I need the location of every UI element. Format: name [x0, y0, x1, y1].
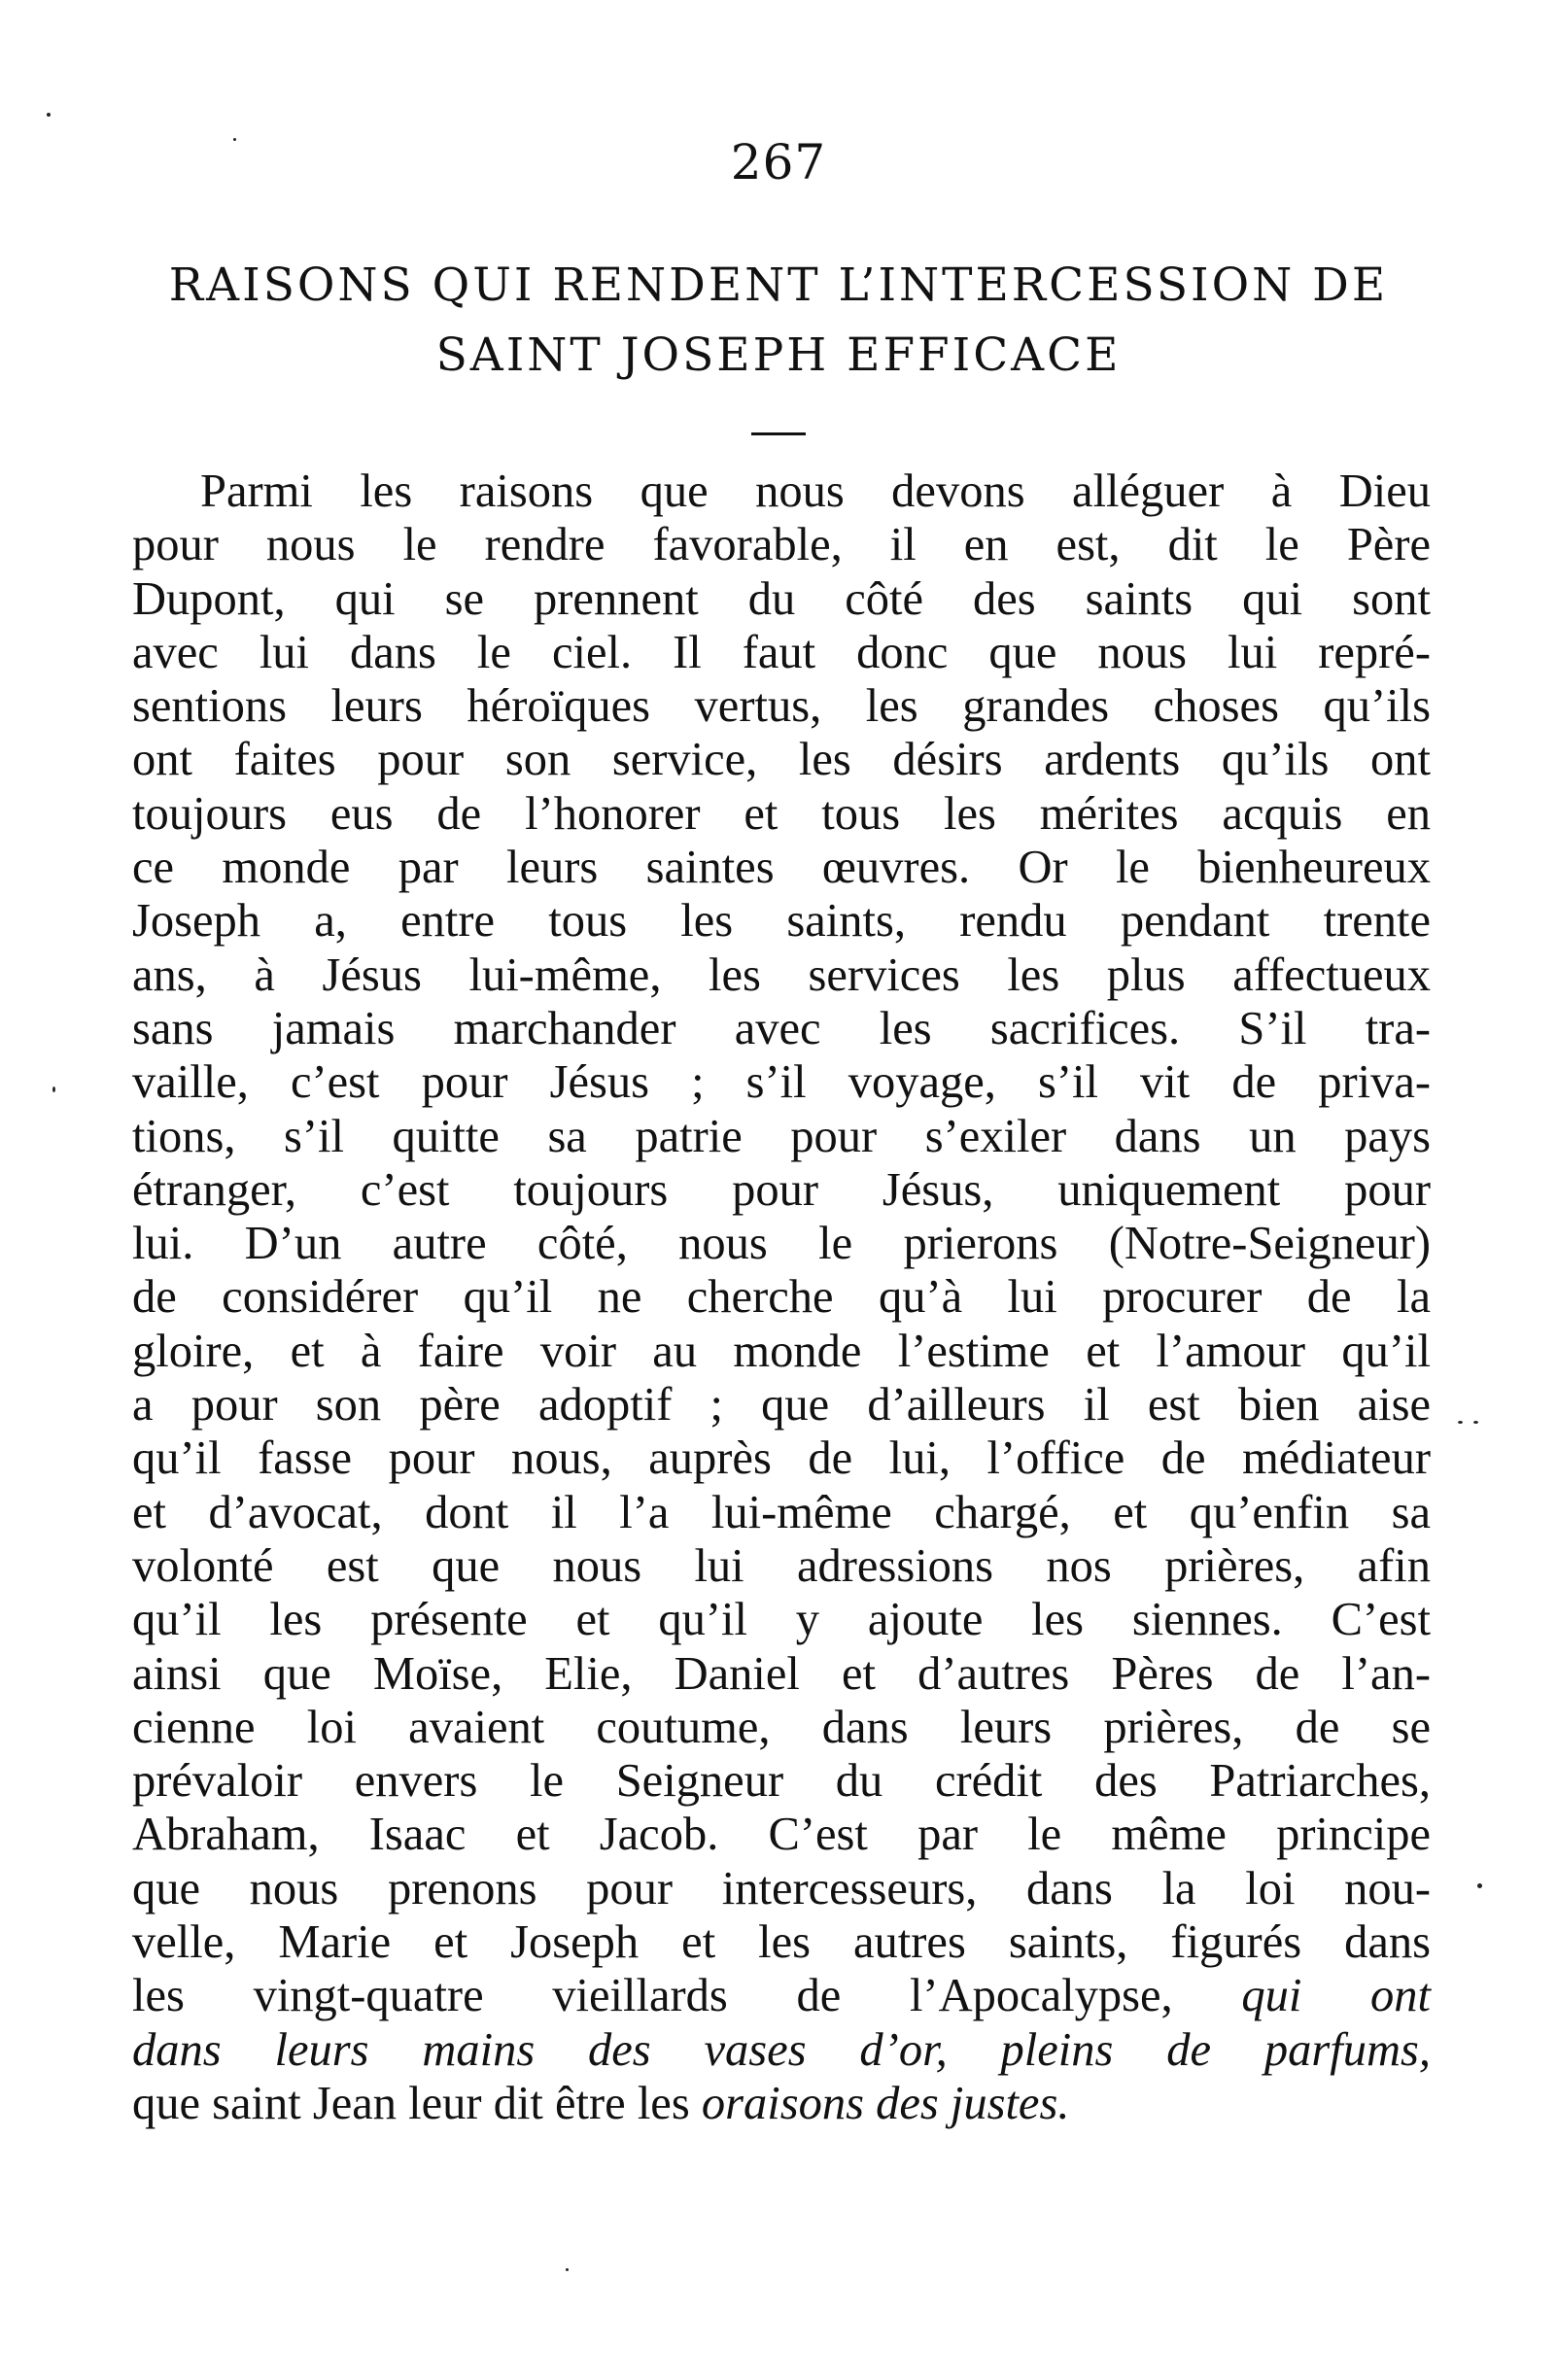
page-number: 267 — [730, 134, 827, 190]
print-speck — [1473, 1421, 1478, 1424]
text-run: vaille, c’est pour Jésus ; s’il voyage, s’il vit de priva- — [132, 1056, 1431, 1109]
text-line — [132, 787, 1431, 841]
text-line — [132, 949, 1431, 1002]
text-line — [132, 1969, 1431, 2022]
italic-text-run: oraisons des justes. — [701, 2077, 1070, 2129]
text-run: étranger, c’est toujours pour Jésus, uniquement pour — [132, 1163, 1431, 1216]
text-line — [132, 518, 1431, 571]
text-run: que nous prenons pour intercesseurs, dans la loi nou- — [132, 1862, 1431, 1914]
text-line — [132, 1270, 1431, 1324]
text-line — [132, 1754, 1431, 1808]
chapter-title — [117, 251, 1440, 391]
text-run: gloire, et à faire voir au monde l’estime et l’amour qu’il — [132, 1325, 1431, 1377]
text-line — [132, 1808, 1431, 1861]
italic-text-run: qui ont — [1241, 1970, 1431, 2022]
title-divider-rule — [751, 432, 806, 435]
text-line — [132, 1163, 1431, 1217]
text-run: lui. D’un autre côté, nous le prierons (Notre-Seigneur) — [132, 1218, 1431, 1270]
text-run: prévaloir envers le Seigneur du crédit des Patriarches, — [132, 1755, 1431, 1808]
text-line — [132, 679, 1431, 733]
text-run: a pour son père adoptif ; que d’ailleurs il est bien aise — [132, 1379, 1431, 1431]
text-run: tions, s’il quitte sa patrie pour s’exiler dans un pays — [132, 1110, 1431, 1162]
text-line — [132, 1486, 1431, 1539]
italic-text-run: dans leurs mains des vases d’or, pleins de parfums, — [132, 2023, 1431, 2076]
chapter-title-line: RAISONS QUI RENDENT L’INTERCESSION DE — [168, 259, 1389, 312]
body-paragraph — [132, 465, 1431, 2130]
text-line — [132, 2023, 1431, 2077]
text-line — [132, 465, 1431, 518]
text-run: Abraham, Isaac et Jacob. C’est par le même principe — [132, 1809, 1431, 1861]
text-run: que saint Jean leur dit être les — [132, 2077, 702, 2129]
text-run: qu’il fasse pour nous, auprès de lui, l’office de médiateur — [132, 1432, 1431, 1485]
text-run: toujours eus de l’honorer et tous les mérites acquis en — [132, 787, 1431, 840]
text-run: cienne loi avaient coutume, dans leurs prières, de se — [132, 1701, 1431, 1753]
text-line — [132, 1915, 1431, 1969]
text-run: Dupont, qui se prennent du côté des saints qui sont — [132, 572, 1431, 625]
text-line — [132, 2077, 1431, 2130]
text-line — [132, 1110, 1431, 1163]
text-line — [132, 894, 1431, 948]
text-line — [132, 1701, 1431, 1754]
chapter-title-line: SAINT JOSEPH EFFICACE — [435, 328, 1122, 382]
text-run: Joseph a, entre tous les saints, rendu pendant trente — [132, 895, 1431, 948]
print-speck — [1458, 1421, 1463, 1424]
text-run: pour nous le rendre favorable, il en est, dit le Père — [132, 519, 1431, 571]
text-run: velle, Marie et Joseph et les autres saints, figurés dans — [132, 1916, 1431, 1969]
text-line — [132, 1002, 1431, 1055]
text-run: de considérer qu’il ne cherche qu’à lui procurer de la — [132, 1271, 1431, 1324]
text-line — [132, 1055, 1431, 1109]
text-run: les vingt-quatre vieillards de l’Apocalypse, — [132, 1970, 1242, 2022]
text-run: avec lui dans le ciel. Il faut donc que nous lui repré- — [132, 626, 1431, 678]
print-speck — [1477, 1883, 1482, 1888]
print-speck — [566, 2268, 569, 2271]
text-run: ainsi que Moïse, Elie, Daniel et d’autres Pères de l’an- — [132, 1647, 1431, 1700]
text-line — [132, 1431, 1431, 1485]
text-run: ce monde par leurs saintes œuvres. Or le bienheureux — [132, 842, 1431, 894]
text-run: et d’avocat, dont il l’a lui-même chargé, et qu’enfin sa — [132, 1486, 1431, 1538]
text-line — [132, 733, 1431, 786]
text-line — [132, 1325, 1431, 1378]
text-line — [132, 1593, 1431, 1646]
text-line — [132, 1539, 1431, 1593]
print-speck — [52, 1087, 55, 1092]
text-run: Parmi les raisons que nous devons alléguer à Dieu — [200, 466, 1431, 517]
text-line — [132, 841, 1431, 894]
text-line — [132, 626, 1431, 679]
text-run: volonté est que nous lui adressions nos prières, afin — [132, 1539, 1431, 1592]
text-line — [132, 1217, 1431, 1270]
print-speck — [47, 113, 51, 117]
text-line — [132, 1862, 1431, 1915]
text-run: qu’il les présente et qu’il y ajoute les siennes. C’est — [132, 1594, 1431, 1646]
print-speck — [233, 138, 236, 141]
text-line — [132, 1378, 1431, 1431]
text-run: sans jamais marchander avec les sacrifices. S’il tra- — [132, 1002, 1431, 1054]
text-line — [132, 572, 1431, 626]
text-line — [132, 1647, 1431, 1701]
text-run: ont faites pour son service, les désirs ardents qu’ils ont — [132, 734, 1431, 786]
text-run: ans, à Jésus lui-même, les services les plus affectueux — [132, 949, 1431, 1001]
text-run: sentions leurs héroïques vertus, les grandes choses qu’ils — [132, 680, 1431, 733]
